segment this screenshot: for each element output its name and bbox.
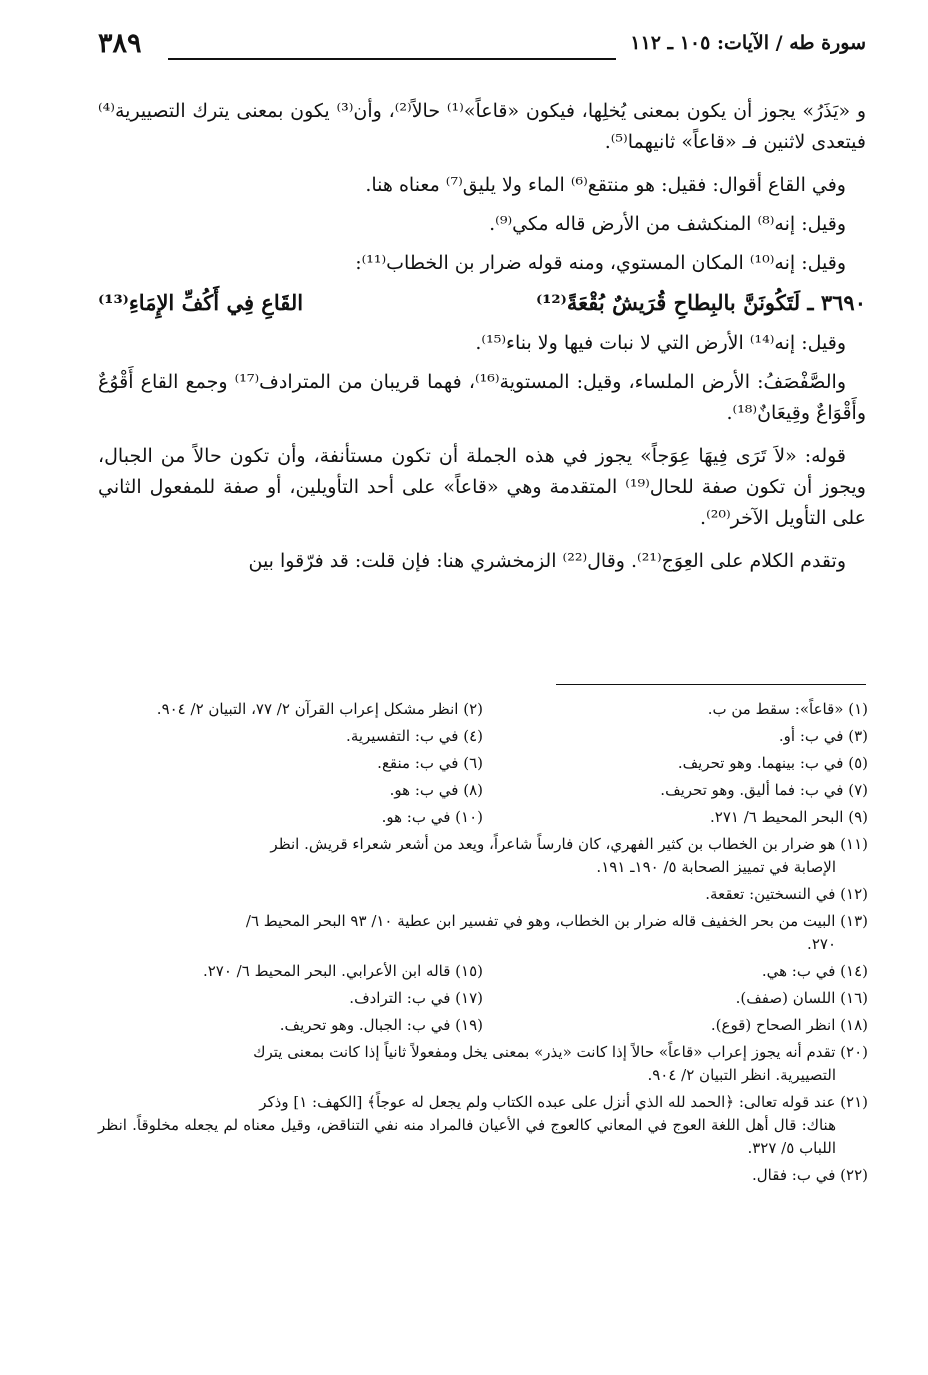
- footnote-row: [98, 1014, 868, 1037]
- footnote-12: [98, 883, 868, 906]
- footnote: (٤) في ب: التفسيرية.: [346, 727, 483, 745]
- paragraph-8: وتقدم الكلام على العِوَج⁽²¹⁾. وقال⁽²²⁾ الزمخشري هنا: فإن قلت: قد فرّقوا بين: [248, 550, 846, 572]
- paragraph-6: والصَّفْصَفُ: الأرض الملساء، وقيل: المستوية⁽¹⁶⁾، فهما قريبان من المترادف⁽¹⁷⁾ وجمع القاع أَقْوُعٌ وأَقْوَاعٌ وقِيعَانٌ⁽¹⁸⁾.: [98, 371, 866, 424]
- paragraph-4: وقيل: إنه⁽¹⁰⁾ المكان المستوي، ومنه قوله ضرار بن الخطاب⁽¹¹⁾:: [355, 252, 846, 274]
- footnote: (١) «قاعاً»: سقط من ب.: [707, 700, 868, 718]
- footnote-row: [98, 698, 868, 721]
- paragraph-5: وقيل: إنه⁽¹⁴⁾ الأرض التي لا نبات فيها ولا بناء⁽¹⁵⁾.: [475, 332, 846, 354]
- footnote-11-continuation: الإصابة في تمييز الصحابة ٥/ ١٩٠ـ ١٩١.: [596, 858, 836, 876]
- main-text: [98, 96, 866, 589]
- footnote: (١٤) في ب: هي.: [761, 962, 868, 980]
- footnote: (١٥) قاله ابن الأعرابي. البحر المحيط ٦/ ٢٧٠.: [202, 962, 483, 980]
- footnote: (١٧) في ب: الترادف.: [349, 989, 483, 1007]
- footnote: (٦) في ب: منقع.: [377, 754, 483, 772]
- footnote: (٨) في ب: هو.: [389, 781, 483, 799]
- footnote-row: [98, 987, 868, 1010]
- footnote-20-text: (٢٠) تقدم أنه يجوز إعراب «قاعاً» حالاً إذا كانت «يذر» بمعنى يخل ومفعولاً ثانياً إذا كانت بمعنى يترك: [253, 1043, 868, 1061]
- footnote-13-text: (١٣) البيت من بحر الخفيف قاله ضرار بن الخطاب، وهو في تفسير ابن عطية ١٠/ ٩٣ البحر المحيط ٦/: [245, 912, 868, 930]
- footnote: (٩) البحر المحيط ٦/ ٢٧١.: [709, 808, 868, 826]
- paragraph-2: وفي القاع أقوال: فقيل: هو منتقع⁽⁶⁾ الماء ولا يليق⁽⁷⁾ معناه هنا.: [365, 174, 846, 196]
- footnote: (٥) في ب: بينهما. وهو تحريف.: [677, 754, 868, 772]
- footnote-row: [98, 752, 868, 775]
- footnote: (١٩) في ب: الجبال. وهو تحريف.: [279, 1016, 483, 1034]
- footnote-21-text: (٢١) عند قوله تعالى: ﴿الحمد لله الذي أنزل على عبده الكتاب ولم يجعل له عوجاً﴾ [الكهف: ١] وذكر: [259, 1093, 868, 1111]
- footnote-row: [98, 806, 868, 829]
- footnote-13: [98, 910, 868, 956]
- verse-second-hemistich: القَاعِ فِي أَكُفِّ الإِمَاءِ⁽¹³⁾: [98, 290, 304, 315]
- footnote-separator: [556, 684, 866, 685]
- footnote: (٣) في ب: أو.: [778, 727, 868, 745]
- footnote: (١٦) اللسان (صفف).: [735, 989, 868, 1007]
- page-number: ٣٨٩: [98, 28, 142, 59]
- footnote-11-text: (١١) هو ضرار بن الخطاب بن كثير الفهري، كان فارساً شاعراً، ويعد من أشعر شعراء قريش. انظر: [270, 835, 868, 853]
- footnote-21-continuation: هناك: قال أهل اللغة العوج في المعاني كالعوج في الأعيان فالمراد منه نفي التناقض، وقيل معناه لم يجعله مخلوقاً. انظر اللباب ٥/ ٣٢٧.: [98, 1116, 836, 1157]
- running-header: [98, 28, 866, 68]
- footnote-row: [98, 779, 868, 802]
- footnote-20: [98, 1041, 868, 1087]
- footnote: (٧) في ب: فما أليق. وهو تحريف.: [660, 781, 868, 799]
- footnote-22-text: (٢٢) في ب: فقال.: [752, 1166, 868, 1184]
- footnote: (١٨) انظر الصحاح (قوع).: [710, 1016, 868, 1034]
- paragraph-1: و «يَذَرُ» يجوز أن يكون بمعنى يُخلِها، فيكون «قاعاً»⁽¹⁾ حالاً⁽²⁾، وأن⁽³⁾ يكون بمعنى يترك التصييرية⁽⁴⁾ فيتعدى لاثنين فـ «قاعاً» ثانيهما⁽⁵⁾.: [98, 100, 867, 153]
- footnote-20-continuation: التصييرية. انظر التبيان ٢/ ٩٠٤.: [647, 1066, 836, 1084]
- paragraph-3: وقيل: إنه⁽⁸⁾ المنكشف من الأرض قاله مكي⁽⁹⁾.: [489, 213, 846, 235]
- header-title: سورة طه / الآيات: ١٠٥ ـ ١١٢: [630, 32, 866, 54]
- paragraph-7: قوله: «لاَ تَرَى فِيهَا عِوَجاً» يجوز في هذه الجملة أن تكون مستأنفة، وأن تكون حالاً من الجبال، ويجوز أن تكون صفة للحال⁽¹⁹⁾ المتقدمة وهي «قاعاً» على أحد التأويلين، أو صفة للمفعول الثاني على التأويل الآخر⁽²⁰⁾.: [98, 445, 866, 529]
- footnote-11: [98, 833, 868, 879]
- verse-first-hemistich: ٣٦٩٠ ـ لَتَكُونَنَّ بالبِطاحِ قُرَيشٌ بُقْعَةً⁽¹²⁾: [535, 290, 866, 315]
- footnote: (١٠) في ب: هو.: [381, 808, 483, 826]
- footnote-row: [98, 960, 868, 983]
- footnotes: [98, 698, 868, 1191]
- footnote-13-continuation: ٢٧٠.: [807, 935, 836, 953]
- header-rule: [168, 58, 616, 60]
- footnote-row: [98, 725, 868, 748]
- footnote-22: [98, 1164, 868, 1187]
- footnote-21: [98, 1091, 868, 1160]
- poetry-verse: [98, 287, 866, 318]
- footnote: (٢) انظر مشكل إعراب القرآن ٢/ ٧٧، التبيان ٢/ ٩٠٤.: [156, 700, 483, 718]
- footnote-12-text: (١٢) في النسختين: تعقعة.: [705, 885, 868, 903]
